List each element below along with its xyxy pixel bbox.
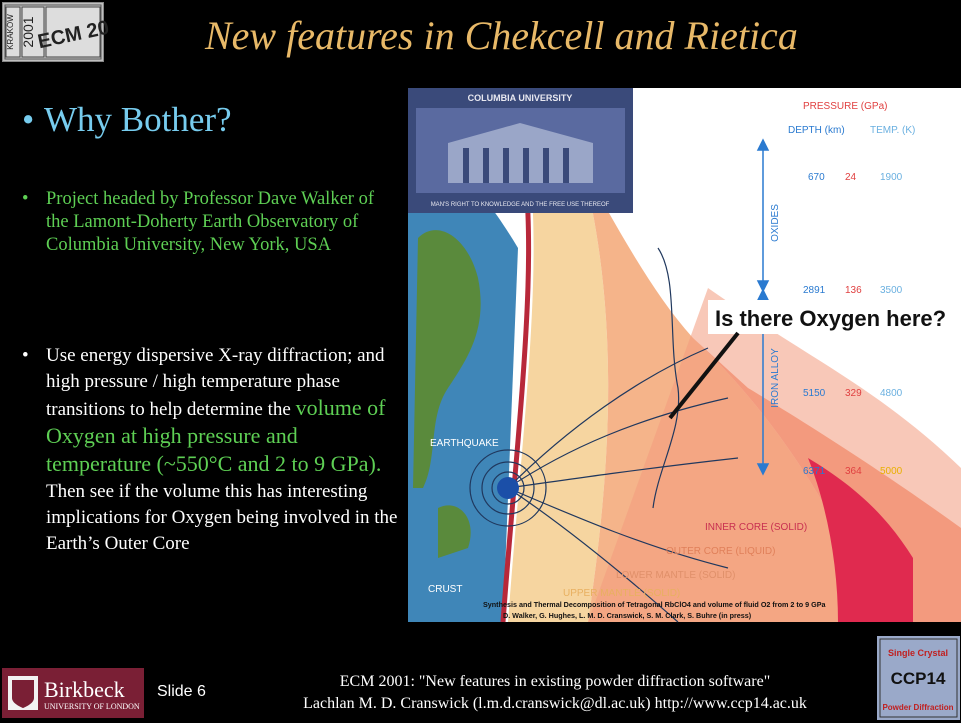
- figure-caption-2: D. Walker, G. Hughes, L. M. D. Cranswick, S. M. Clark, S. Buhre (in press): [503, 611, 752, 620]
- columbia-label: COLUMBIA UNIVERSITY: [467, 93, 573, 103]
- temp-legend: TEMP. (K): [870, 125, 916, 136]
- bullet-heading-text: Why Bother?: [44, 100, 232, 139]
- footer-text: [245, 671, 865, 715]
- bullet-item-1-text: Project headed by Professor Dave Walker of the Lamont-Doherty Earth Observatory of Columbia University, New York, USA: [46, 189, 374, 255]
- ecm-logo-mark: ECM 20: [35, 16, 112, 54]
- bullet-item-1: • Project headed by Professor Dave Walker of the Lamont-Doherty Earth Observatory of Columbia University, New York, USA: [36, 188, 396, 257]
- pressure-364: 364: [845, 466, 862, 477]
- ecm-logo-city: KRAKÓW: [6, 14, 15, 50]
- bullet-item-2: • Use energy dispersive X-ray diffraction; and high pressure / high temperature phase transitions to help determine the volume of Oxygen at high pressure and temperature (~550°C and 2 to 9 GPa). Then see if the volume this has interesting implications for Oxygen being involved in the Earth’s Outer Core: [22, 345, 398, 554]
- pressure-24: 24: [845, 172, 857, 183]
- outer-core-label: OUTER CORE (LIQUID): [666, 546, 776, 557]
- pressure-legend: PRESSURE (GPa): [803, 101, 888, 112]
- slide-number: Slide 6: [157, 683, 206, 700]
- ccp-line-3: Powder Diffraction: [882, 703, 954, 712]
- figure-caption-1: Synthesis and Thermal Decomposition of Tetragonal RbClO4 and volume of fluid O2 from 2 to 9 GPa: [483, 600, 826, 609]
- ccp14-logo: [877, 636, 960, 720]
- temp-1900: 1900: [880, 172, 903, 183]
- footer-line-1: ECM 2001: "New features in existing powder diffraction software": [339, 673, 771, 690]
- pressure-136: 136: [845, 285, 862, 296]
- ecm-logo-year: 2001: [20, 16, 36, 48]
- temp-5000: 5000: [880, 466, 903, 477]
- bullet-item-2-text-post: Then see if the volume this has interesting implications for Oxygen being involved in the Earth’s Outer Core: [46, 481, 398, 554]
- bullet-item-2-text-pre: Use energy dispersive X-ray diffraction; and high pressure / high temperature phase transitions to help determine the: [46, 345, 385, 420]
- depth-5150: 5150: [803, 388, 826, 399]
- ccp-line-2: CCP14: [890, 669, 946, 688]
- birkbeck-name: Birkbeck: [44, 677, 125, 702]
- footer-line-2: Lachlan M. D. Cranswick (l.m.d.cranswick@dl.ac.uk) http://www.ccp14.ac.uk: [303, 695, 807, 712]
- depth-legend: DEPTH (km): [788, 125, 845, 136]
- depth-670: 670: [808, 172, 825, 183]
- birkbeck-sub: UNIVERSITY OF LONDON: [44, 702, 140, 711]
- columbia-motto: MAN'S RIGHT TO KNOWLEDGE AND THE FREE USE THEREOF: [430, 202, 610, 208]
- depth-6371: 6371: [803, 466, 826, 477]
- birkbeck-logo: [2, 668, 144, 718]
- lower-mantle-label: LOWER MANTLE (SOLID): [616, 570, 736, 581]
- bullet-heading: • Why Bother?: [22, 100, 232, 139]
- temp-4800: 4800: [880, 388, 903, 399]
- bullet-item-2-highlight: volume of Oxygen at high pressure and temperature (~550°C and 2 to 9 GPa).: [46, 395, 386, 476]
- pressure-329: 329: [845, 388, 862, 399]
- inner-core-label: INNER CORE (SOLID): [705, 522, 808, 533]
- depth-2891: 2891: [803, 285, 826, 296]
- ecm-logo: [2, 2, 112, 62]
- earth-cross-section-figure: [408, 88, 961, 622]
- oxygen-question: Is there Oxygen here?: [715, 306, 947, 331]
- slide-title: New features in Chekcell and Rietica: [205, 13, 798, 58]
- ccp-line-1: Single Crystal: [887, 648, 949, 658]
- upper-mantle-label: UPPER MANTLE (SOLID): [563, 588, 681, 599]
- iron-alloy-label: IRON ALLOY: [770, 348, 781, 408]
- earthquake-label: EARTHQUAKE: [430, 438, 499, 449]
- oxides-label: OXIDES: [770, 204, 781, 242]
- temp-3500: 3500: [880, 285, 903, 296]
- earthquake-focus: [497, 477, 519, 499]
- crust-label: CRUST: [428, 584, 463, 595]
